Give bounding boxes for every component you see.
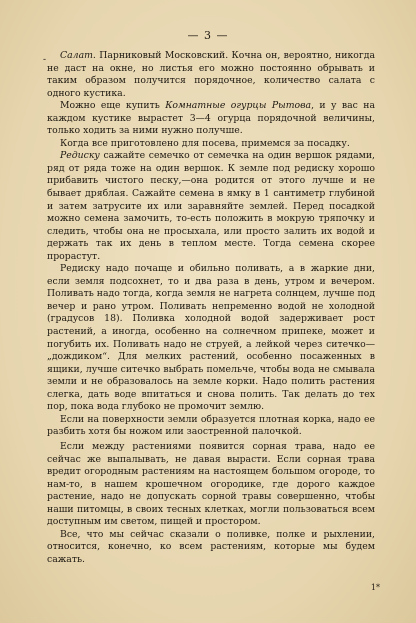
paragraph-watering: Редиску надо почаще и обильно поливать, а в жаркие дни, если земля подсохнет, то и два раза в день, утром и вечером. Поливать надо тогда, когда земля не нагрета солнцем, лучше под вечер и рано утром. Поливать непременно водой не холодной (градусов 18). Поливка холодной водой задерживает рост растений, а иногда, особенно на солнечном припеке, может и погубить их. Поливать надо не струей, а лейкой через ситечко—„дождиком“. Для мелких растений, особенно посаженных в ящики, лучше ситечко выбрать помельче, чтобы вода не смывала земли и не образовалось на земле корки. Надо полить растения слегка, дать воде впитаться и снова полить. Так делать до тех пор, пока вода глубоко не промочит землю. bbox=[47, 263, 375, 413]
paragraph-radish bbox=[47, 150, 375, 263]
paragraph-planting-intro: Когда все приготовлено для посева, примемся за посадку. bbox=[60, 137, 350, 149]
paragraph-salad bbox=[47, 50, 375, 100]
printer-signature: 1* bbox=[370, 583, 380, 592]
paragraph-text: сажайте семечко от семечка на один вершок рядами, ряд от ряда тоже на один вершок. К земле под редиску хорошо прибавить чистого песку,—она родится от этого лучше и не бывает дряблая. Сажайте семена в ямку в 1 сантиметр глубиной и затем затрусите их или заравняйте землей. Перед посадкой можно семена замочить, то-есть положить в мокрую тряпочку и следить, чтобы она не просыхала, или просто залить их водой и держать так их день в теплом месте. Тогда семена скорее прорастут. bbox=[47, 150, 375, 262]
heading-radish: Редиску bbox=[60, 150, 100, 162]
paragraph-summary: Все, что мы сейчас сказали о поливке, полке и рыхлении, относится, конечно, ко всем растениям, которые мы будем сажать. bbox=[47, 528, 375, 565]
paragraph-weeds: Если между растениями появится сорная трава, надо ее сейчас же выпалывать, не давая вырасти. Если сорная трава вредит огородным растениям на настоящем большом огороде, то нам-то, в нашем крошечном огородике, где дорого каждое растение, надо не допускать сорной травы совершенно, чтобы наши питомцы, в своих тесных клетках, могли пользоваться всем доступным им светом, пищей и простором. bbox=[47, 440, 375, 528]
margin-mark: - bbox=[43, 55, 47, 65]
page-number: — 3 — bbox=[187, 29, 229, 42]
paragraph-text: Можно еще купить bbox=[60, 100, 166, 112]
heading-cucumbers: Комнатные огурцы Рытова bbox=[165, 100, 312, 112]
paragraph-text: Парниковый Московский. Кочна он, вероятно, никогда не даст на окне, но листья его можно постоянно обрывать и таким образом получится порядочное, количество салата с одного кустика. bbox=[47, 50, 375, 99]
paragraph-text: , и у вас на каждом кустике вырастет 3—4 огурца порядочной величины, только ходить за ними нужно получше. bbox=[47, 100, 375, 137]
body-text bbox=[47, 50, 375, 566]
heading-salad: Салат. bbox=[60, 50, 96, 61]
paragraph-cucumbers bbox=[47, 100, 375, 138]
paragraph-crust: Если на поверхности земли образуется плотная корка, надо ее разбить хотя бы ножом или заостренной палочкой. bbox=[47, 413, 375, 438]
